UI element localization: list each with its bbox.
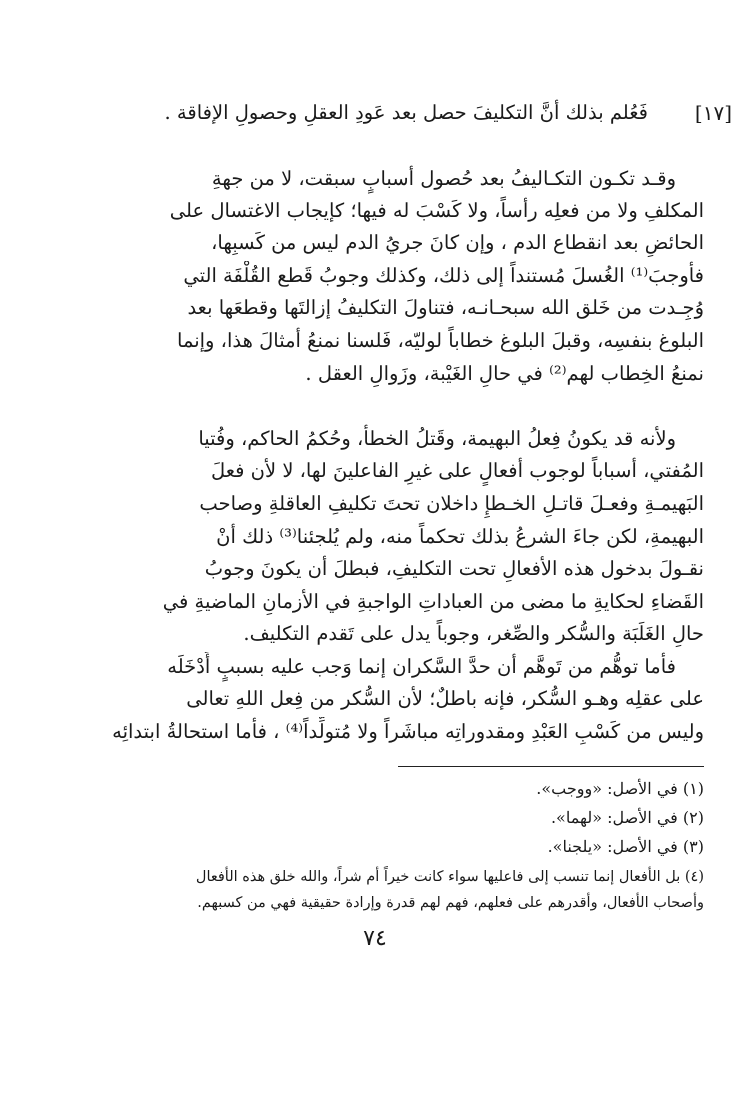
footnote-divider: [398, 766, 704, 767]
text-line: البَهيمـةِ وفعـلَ قاتـلِ الخـطإِ داخلان تحتَ تكليفِ العاقلةِ وصاحب: [199, 492, 704, 515]
footnote: (٣) في الأصل: «يلجنا».: [547, 837, 704, 856]
page-number: ٧٤: [363, 926, 387, 951]
text-line: وُجِـدت من خَلق الله سبحـانـه، فتناولَ التكليفُ إزالتَها وقطعَها بعد: [187, 296, 704, 319]
text-line: المكلفِ ولا من فعلِه رأساً، ولا كَسْبَ له فيها؛ كإيجاب الاغتسال على: [169, 199, 704, 222]
text-line: نمنعُ الخِطاب لهم⁽²⁾ في حالِ الغَيْبة، وزَوالِ العقل .: [305, 362, 704, 385]
text-line: حالِ الغَلَبَة والسُّكر والصِّغر، وجوباً يدل على تَقدم التكليف.: [243, 622, 704, 645]
text-line: وقـد تكـون التكـاليفُ بعد حُصول أسبابٍ سبقت، لا من جهةِ: [211, 167, 676, 190]
text-line: المُفتي، أسباباً لوجوب أفعالٍ على غيرِ الفاعلينَ لها، لا لأن فعلَ: [210, 459, 704, 482]
footnote: (١) في الأصل: «ووجب».: [536, 779, 704, 798]
section-marker: [١٧]: [694, 101, 732, 125]
text-line: على عقلِه وهـو السُّكر، فإنه باطلٌ؛ لأن السُّكر من فِعل اللهِ تعالى: [186, 687, 704, 710]
footnote: (٤) بل الأفعال إنما تنسب إلى فاعليها سواء كانت خيراً أم شراً، والله خلق هذه الأفعال: [195, 869, 704, 885]
text-line: القَضاءِ لحكايةِ ما مضى من العباداتِ الواجبةِ في الأزمانِ الماضيةِ في: [162, 590, 704, 613]
footnote: (٢) في الأصل: «لهما».: [550, 808, 704, 827]
text-line: البهيمةِ، لكن جاءَ الشرعُ بذلك تحكماً منه، ولم يُلجئنا⁽³⁾ ذلك أنْ: [216, 525, 704, 548]
footnote: وأصحاب الأفعال، وأقدرهم على فعلهم، فهم لهم قدرة وإرادة حقيقية فهي من كسبهم.: [197, 895, 704, 911]
text-line: فأوجبَ⁽¹⁾ الغُسلَ مُستنداً إلى ذلك، وكذلك وجوبُ قَطع القُلْفَة التي: [183, 264, 704, 287]
text-line: فأما توهُّم من تَوهَّم أن حدَّ السَّكران إنما وَجب عليه بسببٍ أَدْخَلَه: [167, 655, 676, 678]
text-line: الحائضِ بعد انقطاع الدم ، وإن كانَ جريُ الدم ليس من كَسبِها،: [211, 231, 704, 254]
text-line: البلوغ بنفسِه، وقبلَ البلوغ خطاباً لوليّه، فَلسنا نمنعُ أمثالَ هذا، وإنما: [177, 329, 704, 352]
text-line: فَعُلم بذلك أنَّ التكليفَ حصل بعد عَودِ العقلِ وحصولِ الإفاقة .: [164, 101, 648, 124]
text-line: وليس من كَسْبِ العَبْدِ ومقدوراتِه مباشَراً ولا مُتولِّداً⁽⁴⁾ ، فأما استحالةُ ابتدائِه: [112, 720, 704, 743]
text-line: نقـولَ بدخول هذه الأفعالِ تحت التكليفِ، فبطلَ أن يكونَ وجوبُ: [204, 557, 704, 580]
text-line: ولأنه قد يكونُ فِعلُ البهيمة، وقَتلُ الخطأ، وحُكمُ الحاكم، وفُتيا: [198, 427, 676, 450]
